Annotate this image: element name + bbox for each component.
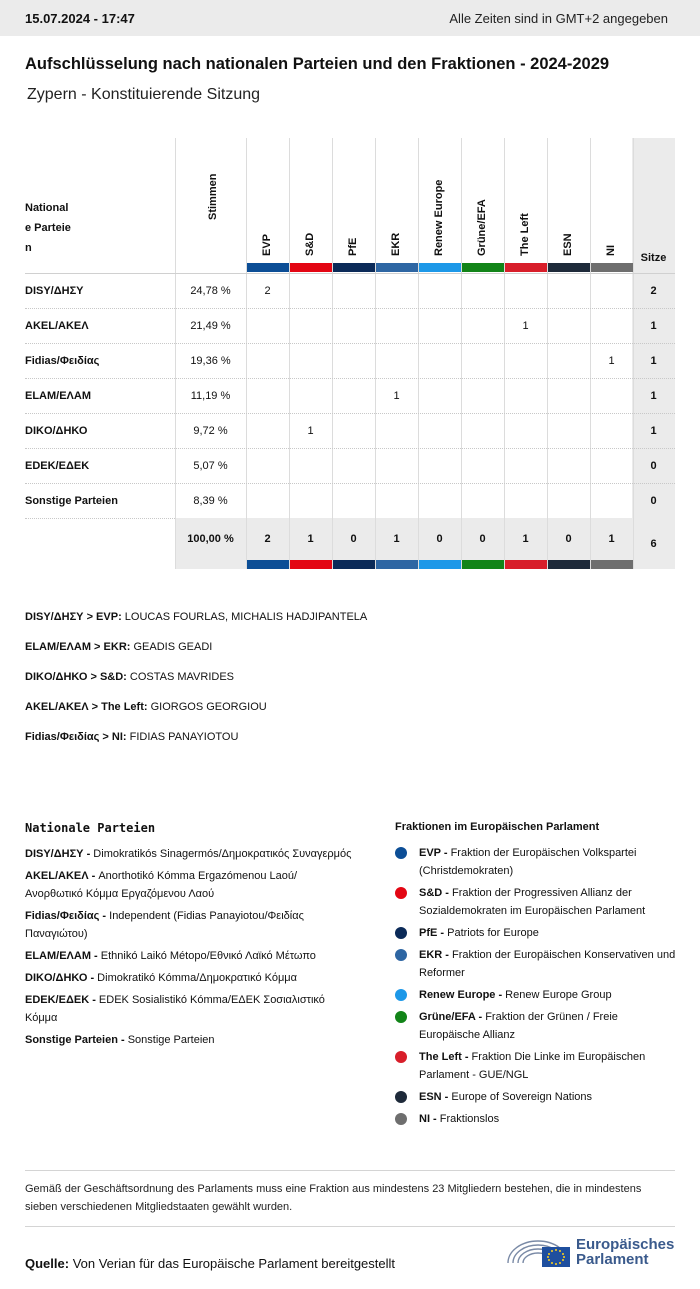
group-seat-value: 2 [264, 284, 271, 297]
legend-party-item [25, 845, 355, 863]
legend-group-abbr: S&D - [419, 887, 449, 899]
votes-value: 8,39 % [193, 494, 228, 507]
col-divider [289, 138, 290, 569]
source-label: Quelle: [25, 1256, 70, 1271]
legend-group-full: Fraktion der Europäischen Volkspartei (Christdemokraten) [419, 847, 637, 877]
mep-entry [25, 669, 367, 699]
page-subtitle: Zypern - Konstituierende Sitzung [27, 86, 261, 103]
group-seat-value: 1 [608, 354, 615, 367]
legend-group-item [395, 884, 680, 920]
group-seat-value: 1 [393, 389, 400, 402]
votes-value: 11,19 % [190, 389, 231, 402]
seats-value: 1 [650, 389, 657, 402]
group-colorbar-4 [419, 263, 461, 272]
legend-group-abbr: NI - [419, 1113, 437, 1125]
col-divider [461, 138, 462, 569]
group-header-6: The Left [519, 213, 531, 256]
group-header-3: EKR [390, 232, 402, 256]
party-name: AKEL/ΑΚΕΛ [25, 319, 89, 332]
group-colorbar-total-7 [548, 560, 590, 569]
legend-group-item [395, 924, 680, 942]
group-colorbar-6 [505, 263, 547, 272]
total-seats: 6 [650, 537, 657, 550]
group-color-dot-icon [395, 847, 407, 859]
datetime: 15.07.2024 - 17:47 [25, 10, 135, 26]
logo-line2: Parlament [576, 1251, 649, 1268]
source-line [25, 1256, 395, 1271]
group-color-dot-icon [395, 1113, 407, 1125]
legend-group-full: Fraktion Die Linke im Europäischen Parlament - GUE/NGL [419, 1051, 646, 1081]
votes-value: 21,49 % [190, 319, 231, 332]
mep-label: AKEL/ΑΚΕΛ > The Left: [25, 701, 148, 713]
group-colorbar-total-2 [333, 560, 375, 569]
timezone-note: Alle Zeiten sind in GMT+2 angegeben [449, 10, 668, 26]
legend-group-item [395, 946, 680, 982]
seats-value: 0 [650, 494, 657, 507]
total-group-value: 0 [479, 533, 486, 545]
legend-party-abbr: DIKO/ΔΗΚΟ - [25, 972, 95, 984]
footnote: Gemäß der Geschäftsordnung des Parlaments muss eine Fraktion aus mindestens 23 Mitgliedern bestehen, die in mindestens sieben verschiedenen Mitgliedstaaten gewählt wurden. [25, 1170, 675, 1227]
total-group-value: 0 [436, 533, 443, 545]
top-bar [0, 0, 700, 36]
legend-group-abbr: PfE - [419, 927, 445, 939]
seats-value: 1 [650, 354, 657, 367]
col-divider [504, 138, 505, 569]
party-name: EDEK/ΕΔΕΚ [25, 459, 90, 472]
legend-group-abbr: Grüne/EFA - [419, 1011, 483, 1023]
legend-party-full: Ethnikó Laikó Métopo/Εθνικό Λαϊκό Μέτωπο [97, 950, 316, 962]
legend-party-full: Dimokratikós Sinagermós/Δημοκρατικός Συναγερμός [90, 848, 352, 860]
mep-entry [25, 729, 367, 759]
legend-party-item [25, 1031, 355, 1049]
mep-label: Fidias/Φειδίας > NI: [25, 731, 127, 743]
row-divider [25, 518, 175, 519]
mep-names: GIORGOS GEORGIOU [147, 701, 267, 713]
group-colorbar-total-5 [462, 560, 504, 569]
legend-party-abbr: DISY/ΔΗΣΥ - [25, 848, 91, 860]
group-colorbar-2 [333, 263, 375, 272]
total-group-value: 1 [608, 533, 615, 545]
legend-groups [395, 821, 680, 1132]
parliament-hemicycle-icon [506, 1233, 572, 1271]
total-group-value: 1 [307, 533, 314, 545]
group-colorbar-total-3 [376, 560, 418, 569]
legend-party-item [25, 907, 355, 943]
legend-party-item [25, 947, 355, 965]
seats-value: 0 [650, 459, 657, 472]
mep-entry [25, 699, 367, 729]
legend-party-abbr: ELAM/ΕΛΑΜ - [25, 950, 98, 962]
legend-group-full: Europe of Sovereign Nations [448, 1091, 593, 1103]
group-seat-value: 1 [307, 424, 314, 437]
group-colorbar-5 [462, 263, 504, 272]
votes-value: 9,72 % [193, 424, 228, 437]
mep-entry [25, 639, 367, 669]
total-group-value: 1 [522, 533, 529, 545]
col-divider [246, 138, 247, 569]
party-name: ELAM/ΕΛΑΜ [25, 389, 91, 402]
total-group-value: 0 [350, 533, 357, 545]
votes-value: 19,36 % [190, 354, 231, 367]
col-divider [418, 138, 419, 569]
legend-party-full: Dimokratikó Kómma/Δημοκρατικό Κόμμα [94, 972, 297, 984]
group-color-dot-icon [395, 989, 407, 1001]
group-header-2: PfE [347, 237, 359, 256]
legend-groups-heading: Fraktionen im Europäischen Parlament [395, 821, 600, 833]
legend-group-item [395, 844, 680, 880]
source-text: Von Verian für das Europäische Parlament bereitgestellt [72, 1256, 396, 1271]
party-header-text: National e Parteien [25, 202, 71, 254]
legend-group-item [395, 986, 680, 1004]
group-colorbar-total-6 [505, 560, 547, 569]
mep-label: DISY/ΔΗΣΥ > EVP: [25, 611, 122, 623]
total-votes: 100,00 % [187, 533, 234, 545]
page-title: Aufschlüsselung nach nationalen Parteien und den Fraktionen - 2024-2029 [25, 55, 610, 73]
seats-header: Sitze [640, 252, 667, 264]
col-divider [375, 138, 376, 569]
group-header-1: S&D [304, 232, 316, 256]
seats-value: 2 [650, 284, 657, 297]
legend-party-item [25, 867, 355, 903]
total-group-value: 0 [565, 533, 572, 545]
group-header-5: Grüne/EFA [476, 199, 488, 256]
legend-group-item [395, 1088, 680, 1106]
group-color-dot-icon [395, 1091, 407, 1103]
legend-group-full: Fraktion der Progressiven Allianz der Sozialdemokraten im Europäischen Parlament [419, 887, 646, 917]
group-header-4: Renew Europe [433, 179, 445, 256]
seats-value: 1 [650, 424, 657, 437]
party-name: DIKO/ΔΗΚΟ [25, 424, 88, 437]
group-header-0: EVP [261, 233, 273, 256]
total-group-value: 1 [393, 533, 400, 545]
group-color-dot-icon [395, 1051, 407, 1063]
logo-line1: Europäisches [576, 1236, 675, 1253]
party-name: Sonstige Parteien [25, 494, 118, 507]
mep-names: GEADIS GEADI [130, 641, 213, 653]
legend-group-abbr: EVP - [419, 847, 448, 859]
mep-list [25, 609, 367, 759]
legend-party-full: Sonstige Parteien [124, 1034, 215, 1046]
total-group-value: 2 [264, 533, 271, 545]
legend-group-full: Renew Europe Group [502, 989, 612, 1001]
group-colorbar-total-0 [247, 560, 289, 569]
group-colorbar-total-4 [419, 560, 461, 569]
col-divider [547, 138, 548, 569]
seats-value: 1 [650, 319, 657, 332]
mep-names: FIDIAS PANAYIOTOU [126, 731, 239, 743]
legend-party-full: Independent (Fidias Panayiotou/Φειδίας Παναγιώτου) [25, 910, 304, 940]
legend-group-item [395, 1008, 680, 1044]
group-header-8: NI [605, 245, 617, 256]
group-colorbar-total-1 [290, 560, 332, 569]
mep-label: DIKO/ΔΗΚΟ > S&D: [25, 671, 127, 683]
group-colorbar-total-8 [591, 560, 633, 569]
legend-party-item [25, 969, 355, 987]
party-name: DISY/ΔΗΣΥ [25, 284, 84, 297]
legend-group-abbr: EKR - [419, 949, 449, 961]
group-color-dot-icon [395, 887, 407, 899]
votes-value: 24,78 % [190, 284, 231, 297]
party-name: Fidias/Φειδίας [25, 354, 100, 367]
ep-logo [506, 1232, 676, 1272]
legend-group-item [395, 1048, 680, 1084]
legend-party-abbr: EDEK/ΕΔΕΚ - [25, 994, 96, 1006]
legend-group-full: Fraktion der Europäischen Konservativen und Reformer [419, 949, 676, 979]
logo-text [576, 1237, 674, 1267]
mep-names: LOUCAS FOURLAS, MICHALIS HADJIPANTELA [121, 611, 368, 623]
legend-group-abbr: ESN - [419, 1091, 449, 1103]
group-colorbar-1 [290, 263, 332, 272]
group-colorbar-8 [591, 263, 633, 272]
legend-party-full: Anorthotikó Kómma Ergazómenou Laoú/ Ανορθωτικό Κόμμα Εργαζόμενου Λαού [25, 870, 298, 900]
legend-parties-heading: Nationale Parteien [25, 821, 156, 835]
results-table [25, 138, 675, 570]
party-header [25, 198, 85, 268]
group-color-dot-icon [395, 1011, 407, 1023]
legend-party-item [25, 991, 355, 1027]
legend-group-full: Fraktionslos [436, 1113, 500, 1125]
legend-party-abbr: AKEL/ΑΚΕΛ - [25, 870, 96, 882]
legend-group-item [395, 1110, 680, 1128]
mep-label: ELAM/ΕΛΑΜ > EKR: [25, 641, 131, 653]
legend-parties [25, 821, 355, 1053]
legend-group-full: Fraktion der Grünen / Freie Europäische Allianz [419, 1011, 618, 1041]
group-colorbar-7 [548, 263, 590, 272]
mep-entry [25, 609, 367, 639]
votes-header: Stimmen [207, 173, 219, 220]
votes-value: 5,07 % [193, 459, 228, 472]
group-seat-value: 1 [522, 319, 529, 332]
legend-group-abbr: Renew Europe - [419, 989, 503, 1001]
col-divider [332, 138, 333, 569]
group-colorbar-0 [247, 263, 289, 272]
legend-group-abbr: The Left - [419, 1051, 469, 1063]
group-color-dot-icon [395, 927, 407, 939]
legend-party-abbr: Sonstige Parteien - [25, 1034, 125, 1046]
mep-names: COSTAS MAVRIDES [126, 671, 234, 683]
group-header-7: ESN [562, 233, 574, 256]
group-color-dot-icon [395, 949, 407, 961]
group-colorbar-3 [376, 263, 418, 272]
legend-party-abbr: Fidias/Φειδίας - [25, 910, 107, 922]
legend-party-full: EDEK Sosialistikó Kómma/ΕΔΕΚ Σοσιαλιστικό Κόμμα [25, 994, 325, 1024]
legend-group-full: Patriots for Europe [444, 927, 539, 939]
